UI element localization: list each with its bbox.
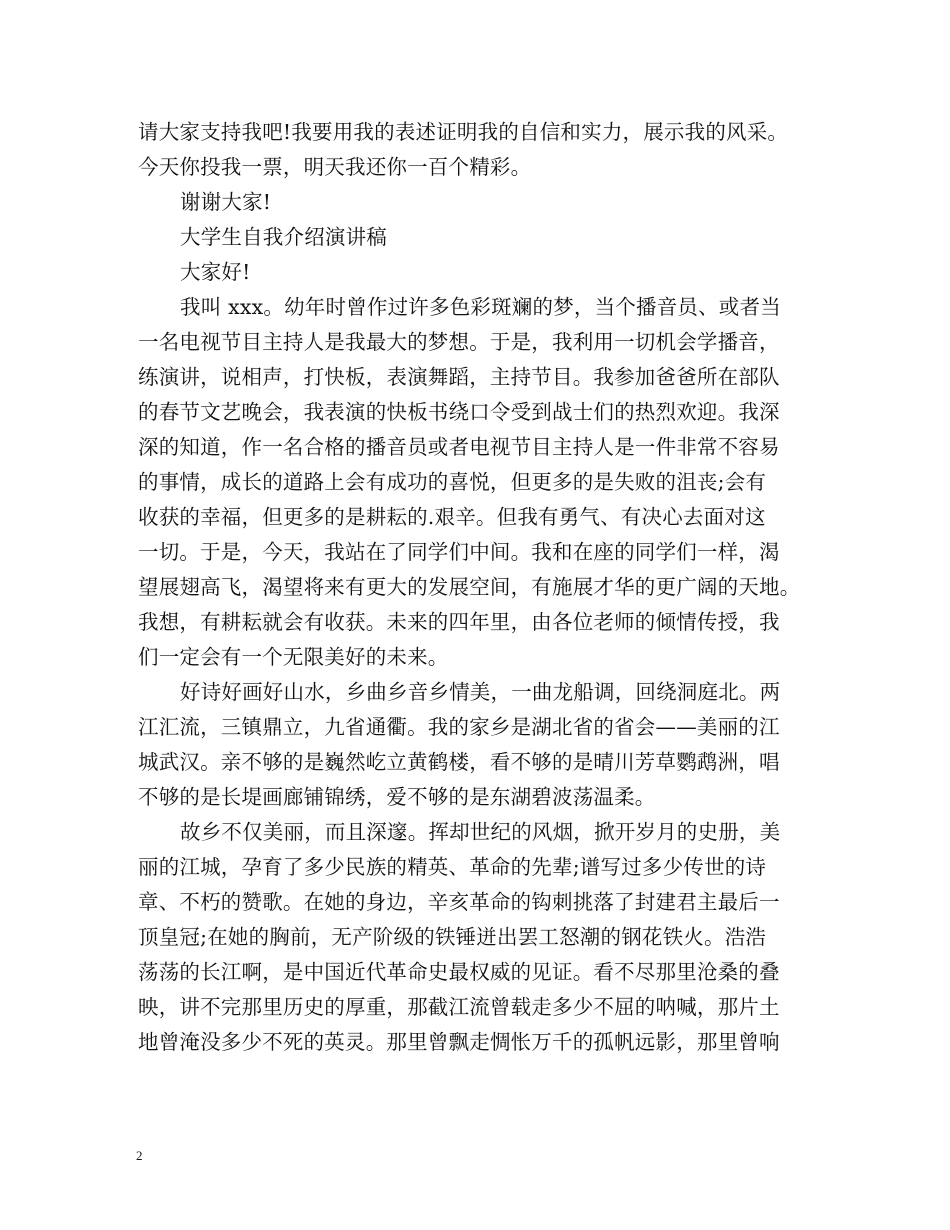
text-line: 映，讲不完那里历史的厚重，那截江流曾载走多少不屈的呐喊，那片土 [138,995,780,1019]
text-line: 练演讲，说相声，打快板，表演舞蹈，主持节目。我参加爸爸所在部队 [138,365,780,389]
text-line: 章、不朽的赞歌。在她的身边，辛亥革命的钩刺挑落了封建君主最后一 [138,890,780,914]
text-line: 收获的幸福，但更多的是耕耘的.艰辛。但我有勇气、有决心去面对这 [138,505,766,529]
text-line: 故乡不仅美丽，而且深邃。挥却世纪的风烟，掀开岁月的史册，美 [180,820,781,844]
text-line: 地曾淹没多少不死的英灵。那里曾飘走惆怅万千的孤帆远影，那里曾响 [138,1030,780,1054]
text-line: 望展翅高飞，渴望将来有更大的发展空间，有施展才华的更广阔的天地。 [138,575,801,599]
text-line: 我想，有耕耘就会有收获。未来的四年里，由各位老师的倾情传授，我 [138,610,780,634]
text-line: 不够的是长堤画廊铺锦绣，爱不够的是东湖碧波荡温柔。 [138,785,656,809]
text-line: 请大家支持我吧!我要用我的表述证明我的自信和实力，展示我的风采。 [138,120,789,144]
text-line: 荡荡的长江啊，是中国近代革命史最权威的见证。看不尽那里沧桑的叠 [138,960,780,984]
text-line: 江汇流，三镇鼎立，九省通衢。我的家乡是湖北省的省会——美丽的江 [138,715,780,739]
text-line: 深的知道，作一名合格的播音员或者电视节目主持人是一件非常不容易 [138,435,780,459]
heading-line: 大学生自我介绍演讲稿 [180,225,387,249]
text-line: 顶皇冠;在她的胸前，无产阶级的铁锤迸出罢工怒潮的钢花铁火。浩浩 [138,925,767,949]
text-line: 今天你投我一票，明天我还你一百个精彩。 [138,155,532,179]
text-line: 好诗好画好山水，乡曲乡音乡情美，一曲龙船调，回绕洞庭北。两 [180,680,781,704]
text-line: 我叫 xxx。幼年时曾作过许多色彩斑斓的梦，当个播音员、或者当 [180,295,781,319]
text-line: 一切。于是，今天，我站在了同学们中间。我和在座的同学们一样，渴 [138,540,780,564]
text-line: 谢谢大家! [180,190,272,214]
text-line: 们一定会有一个无限美好的未来。 [138,645,449,669]
text-line: 的事情，成长的道路上会有成功的喜悦，但更多的是失败的沮丧;会有 [138,470,767,494]
page-number: 2 [136,1148,143,1163]
text-line: 城武汉。亲不够的是巍然屹立黄鹤楼，看不够的是晴川芳草鹦鹉洲，唱 [138,750,780,774]
greeting-line: 大家好! [180,260,251,284]
text-line: 丽的江城，孕育了多少民族的精英、革命的先辈;谱写过多少传世的诗 [138,855,767,879]
text-line: 的春节文艺晚会，我表演的快板书绕口令受到战士们的热烈欢迎。我深 [138,400,780,424]
text-line: 一名电视节目主持人是我最大的梦想。于是，我利用一切机会学播音， [138,330,780,354]
